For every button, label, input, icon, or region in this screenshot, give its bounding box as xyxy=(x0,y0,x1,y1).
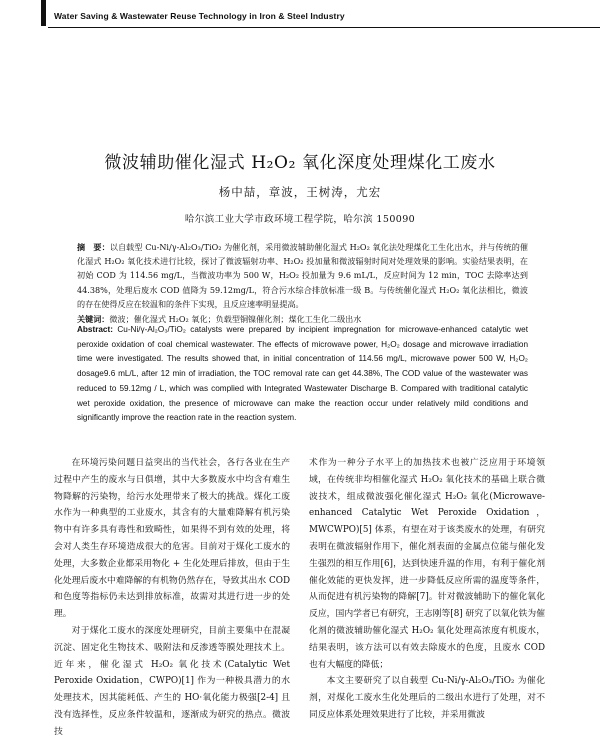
abstract-en-label: Abstract: xyxy=(77,325,113,334)
body-paragraph: 在环境污染问题日益突出的当代社会，各行各业在生产过程中产生的废水与日俱增，其中大多数废水中均含有难生物降解的污染物，给污水处理带来了极大的挑战。煤化工废水作为一种典型的工业废水，其含有的大量难降解有机污染物中有许多具有毒性和致畸性，如果得不到有效的处理，将会对人类生存环境造成很大的危害。目前对于煤化工废水的处理，大多数企业都采用物化 + 生化处理后排放，但由于生化处理后废水中难降解的有机物仍然存在，导致其出水 COD 和色度等指标仍未达到排放标准，故需对其进行进一步的处理。 xyxy=(54,458,290,620)
abstract-cn xyxy=(77,240,528,311)
body-paragraph: 本文主要研究了以自载型 Cu-Ni/γ-Al₂O₃/TiO₂ 为催化剂，对煤化工废水生化处理后的二级出水进行了处理，对不同反应体系处理效果进行了比较，并采用微波 xyxy=(309,676,545,720)
keywords-cn-label: 关键词： xyxy=(77,314,110,324)
body-paragraph: 术作为一种分子水平上的加热技术也被广泛应用于环境领域，在传统非均相催化湿式 H₂O₂ 氧化技术的基础上联合微波技术，组成微波强化催化湿式 H₂O₂ 氧化(Microwave-enhanced Catalytic Wet Peroxide Oxidation，MWCWPO)[5] 体系，有望在对于该类废水的处理，有研究表明在微波辐射作用下，催化剂表面的金属点位能与催化发生强烈的相互作用[6]，达到快速升温的作用，有利于催化剂催化效能的更快发挥，进一步降低反应所需的温度等条件，从而促进有机污染物的降解[7]。针对微波辅助下的催化氧化反应，国内学者已有研究，王志刚等[8] 研究了以氧化铁为催化剂的微波辅助催化湿式 H₂O₂ 氧化处理高浓度有机废水，结果表明，该方法可以有效去除废水的色度，且废水 COD 也有大幅度的降低； xyxy=(309,458,545,670)
abstract-en-text: Cu-Ni/γ-Al₂O₃/TiO₂ catalysts were prepared by incipient impregnation for microwave-enhanced catalytic wet peroxide oxidation of coal chemical wastewater. The effects of microwave power, H₂O₂ dosage and microwave irradiation time were investigated. The results showed that, in initial concentration of 114.56 mg/L, microwave power 500 W, H₂O₂ dosage9.6 mL/L, after 12 min of irradiation, the TOC removal rate can get 44.38%, The COD value of the wastewater was reduced to 59.12mg / L, which was complied with Integrated Wastewater Discharge B. Compared with traditional catalytic wet peroxide oxidation, the presence of microwave can make the reaction occur under relatively mild conditions and significantly improve the reaction rate in the reaction system. xyxy=(77,325,528,423)
paper-title: 微波辅助催化湿式 H₂O₂ 氧化深度处理煤化工废水 xyxy=(104,153,496,173)
body-paragraph: 对于煤化工废水的深度处理研究，目前主要集中在混凝沉淀、固定化生物技术、吸附法和反渗透等膜处理技术上。近年来，催化湿式 H₂O₂ 氧化技术(Catalytic Wet Peroxide Oxidation，CWPO)[1] 作为一种极具潜力的水处理技术，因其能耗低、产生的 HO·氧化能力极强[2-4] 且没有选择性，反应条件较温和，逐渐成为研究的热点。微波技 xyxy=(54,625,290,737)
abstract-en xyxy=(77,323,528,426)
paper-affiliation: 哈尔滨工业大学市政环境工程学院，哈尔滨 150090 xyxy=(184,214,416,225)
body-column-right xyxy=(309,455,545,724)
running-head: Water Saving & Wastewater Reuse Technology in Iron & Steel Industry xyxy=(54,11,345,21)
keywords-cn-text: 微波；催化湿式 H₂O₂ 氧化；负载型铜镍催化剂；煤化工生化二级出水 xyxy=(109,314,362,324)
running-head-bar xyxy=(41,0,46,26)
header-rule xyxy=(48,27,600,28)
abstract-cn-label: 摘 要： xyxy=(77,242,110,252)
paper-authors: 杨中喆，章波，王树涛，尤宏 xyxy=(218,185,382,199)
abstract-cn-text: 以自载型 Cu-Ni/γ-Al₂O₃/TiO₂ 为催化剂，采用微波辅助催化湿式 H₂O₂ 氧化法处理煤化工生化出水，并与传统的催化湿式 H₂O₂ 氧化技术进行比较，探讨了微波辐射功率、H₂O₂ 投加量和微波辐射时间对处理效果的影响。实验结果表明，在初始 COD 为 114.56 mg/L，当微波功率为 500 W，H₂O₂ 投加量为 9.6 mL/L，反应时间为 12 min，TOC 去除率达到 44.38%，处理后废水 COD 值降为 59.12mg/L，符合污水综合排放标准一级 B。与传统催化湿式 H₂O₂ 氧化法相比，微波的存在使得反应在较温和的条件下实现，且反应速率明显提高。 xyxy=(77,242,528,309)
body-column-left xyxy=(54,455,290,741)
